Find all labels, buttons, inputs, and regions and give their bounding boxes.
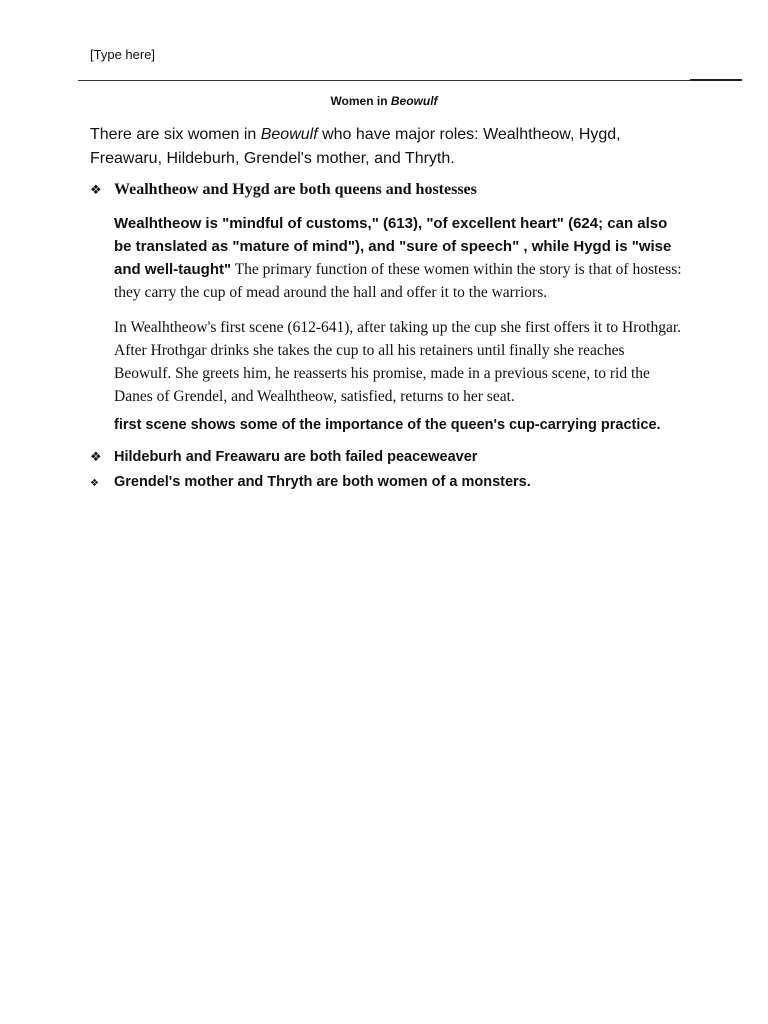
intro-part1: There are six women in <box>90 126 261 143</box>
diamond-bullet-icon: ❖ <box>90 183 102 198</box>
section-heading-peaceweavers <box>90 449 477 465</box>
section-heading-text: Grendel's mother and Thryth are both women of a monsters. <box>114 474 531 490</box>
intro-italic: Beowulf <box>260 126 318 143</box>
page-header: [Type here] <box>90 47 156 62</box>
header-divider-accent <box>690 79 742 81</box>
title-prefix: Women in <box>330 94 391 108</box>
diamond-bullet-icon: ❖ <box>90 450 102 465</box>
section-heading-monsters <box>90 474 531 490</box>
document-title <box>0 94 768 108</box>
intro-paragraph <box>90 123 690 171</box>
paragraph-wealhtheow-traits <box>114 212 684 304</box>
title-italic: Beowulf <box>390 94 438 108</box>
paragraph-first-scene: In Wealhtheow's first scene (612-641), after taking up the cup she first offers it to Hrothgar. After Hrothgar drinks she takes the cup to all his retainers until finally she reaches Beowulf. She greets him, he reasserts his promise, made in a previous scene, to rid the Danes of Grendel, and Wealhtheow, satisfied, returns to her seat. <box>114 319 681 405</box>
paragraph-bold-text: Wealhtheow is "mindful of customs," (613), "of excellent heart" (624; can also be translated as "mature of mind"), and "sure of speech" , while Hygd is "wise and well-taught" <box>114 215 672 278</box>
section-heading-text: Wealhtheow and Hygd are both queens and hostesses <box>114 181 477 198</box>
section-heading-text: Hildeburh and Freawaru are both failed peaceweaver <box>114 449 478 465</box>
intro-part2: who have major roles: Wealhtheow, Hygd, Freawaru, Hildeburh, Grendel's mother, and Thryth. <box>90 126 621 167</box>
paragraph-cup-practice: first scene shows some of the importance of the queen's cup-carrying practice. <box>114 417 661 433</box>
section-heading-queens <box>90 181 477 199</box>
paragraph-regular-text: The primary function of these women within the story is that of hostess: they carry the cup of mead around the hall and offer it to the warriors. <box>114 261 682 301</box>
header-divider <box>78 80 742 81</box>
diamond-bullet-icon: ❖ <box>90 478 99 489</box>
